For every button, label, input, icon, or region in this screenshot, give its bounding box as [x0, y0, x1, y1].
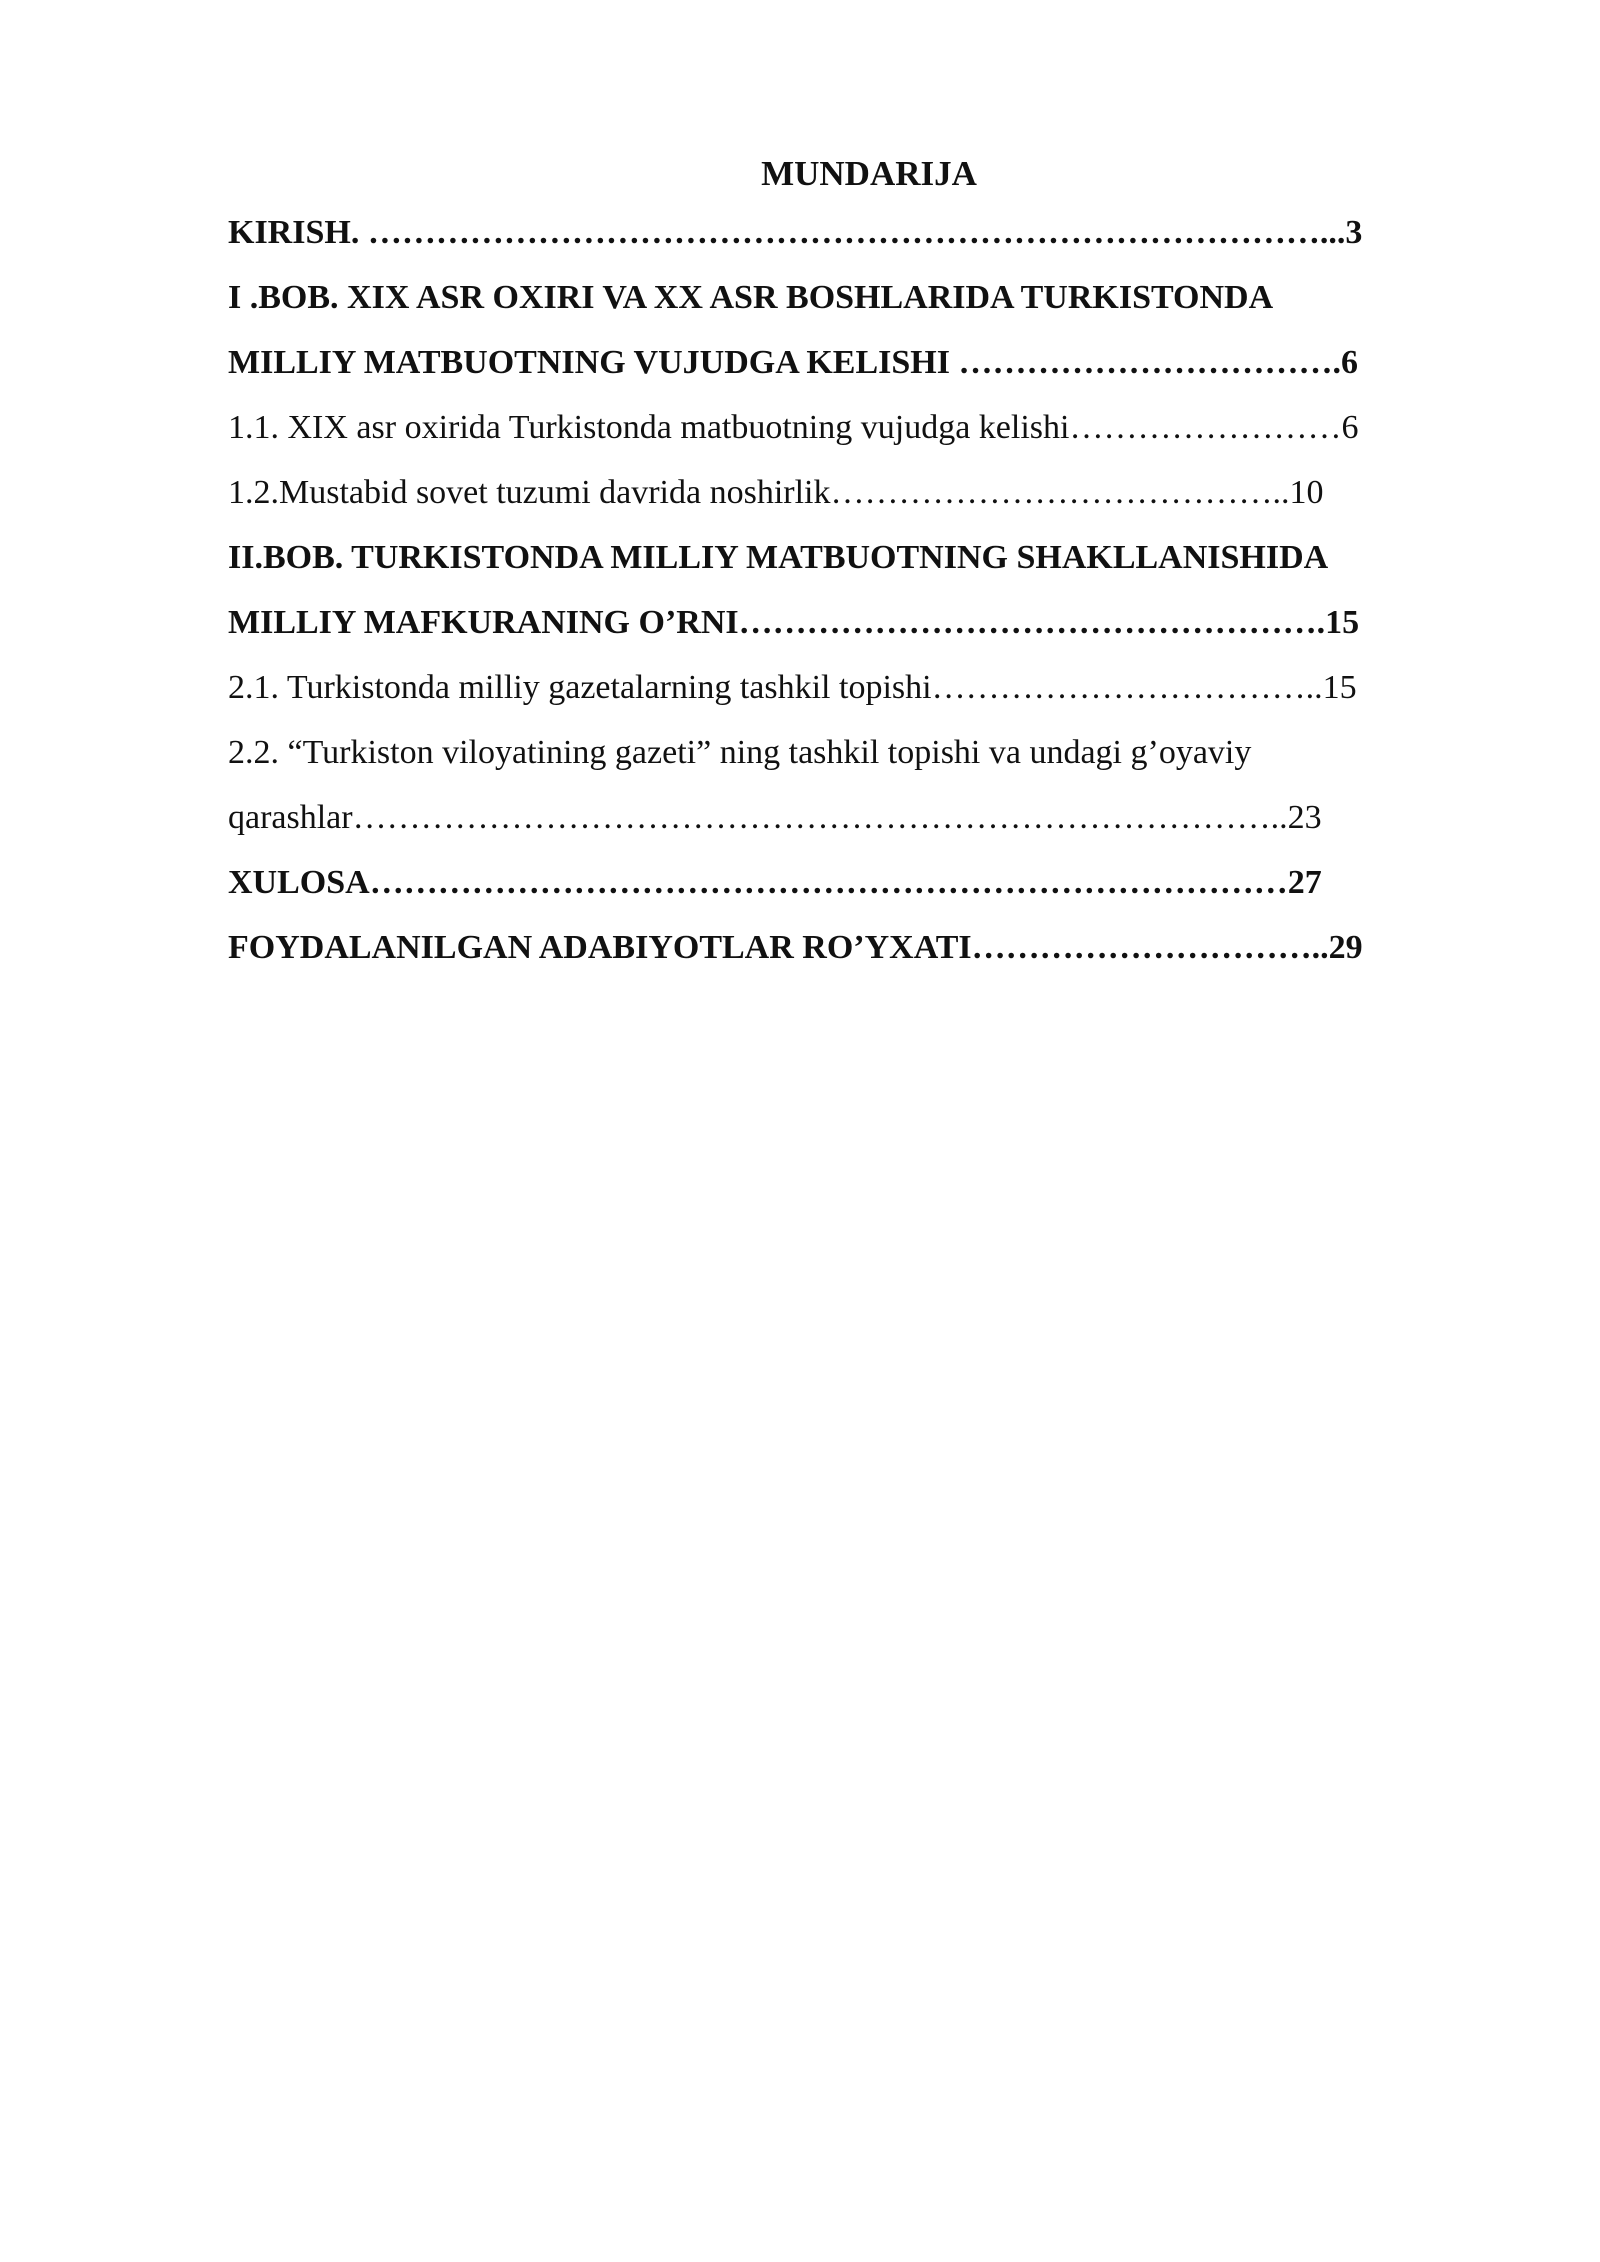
toc-entry-section-2-1: 2.1. Turkistonda milliy gazetalarning tashkil topishi……………………………..15: [228, 669, 1357, 706]
toc-entry-chapter-1-title-line-2: MILLIY MATBUOTNING VUJUDGA KELISHI …………………………….6: [228, 344, 1358, 381]
toc-entry-section-1-1: 1.1. XIX asr oxirida Turkistonda matbuotning vujudga kelishi……………………6: [228, 409, 1359, 446]
table-of-contents: [228, 148, 1482, 980]
toc-entry-xulosa: XULOSA………………………………………………………………………27: [228, 864, 1322, 901]
toc-entry-section-2-2-line-2: qarashlar………………………………………………………………………..23: [228, 799, 1322, 836]
toc-entry-kirish: KIRISH. …………………………………………………………………………...3: [228, 214, 1363, 251]
toc-entry-section-2-2-line-1: 2.2. “Turkiston viloyatining gazeti” ning tashkil topishi va undagi g’oyaviy: [228, 734, 1252, 771]
toc-title: MUNDARIJA: [761, 154, 977, 193]
toc-entry-section-1-2: 1.2.Mustabid sovet tuzumi davrida noshirlik…………………………………..10: [228, 474, 1324, 511]
toc-entry-chapter-2-title-line-1: II.BOB. TURKISTONDA MILLIY MATBUOTNING SHAKLLANISHIDA: [228, 539, 1329, 576]
toc-entry-chapter-2-title-line-2: MILLIY MAFKURANING O’RNI…………………………………………….15: [228, 604, 1360, 641]
toc-entry-references: FOYDALANILGAN ADABIYOTLAR RO’YXATI…………………………..29: [228, 929, 1363, 966]
toc-entry-chapter-1-title-line-1: I .BOB. XIX ASR OXIRI VA XX ASR BOSHLARIDA TURKISTONDA: [228, 279, 1274, 316]
